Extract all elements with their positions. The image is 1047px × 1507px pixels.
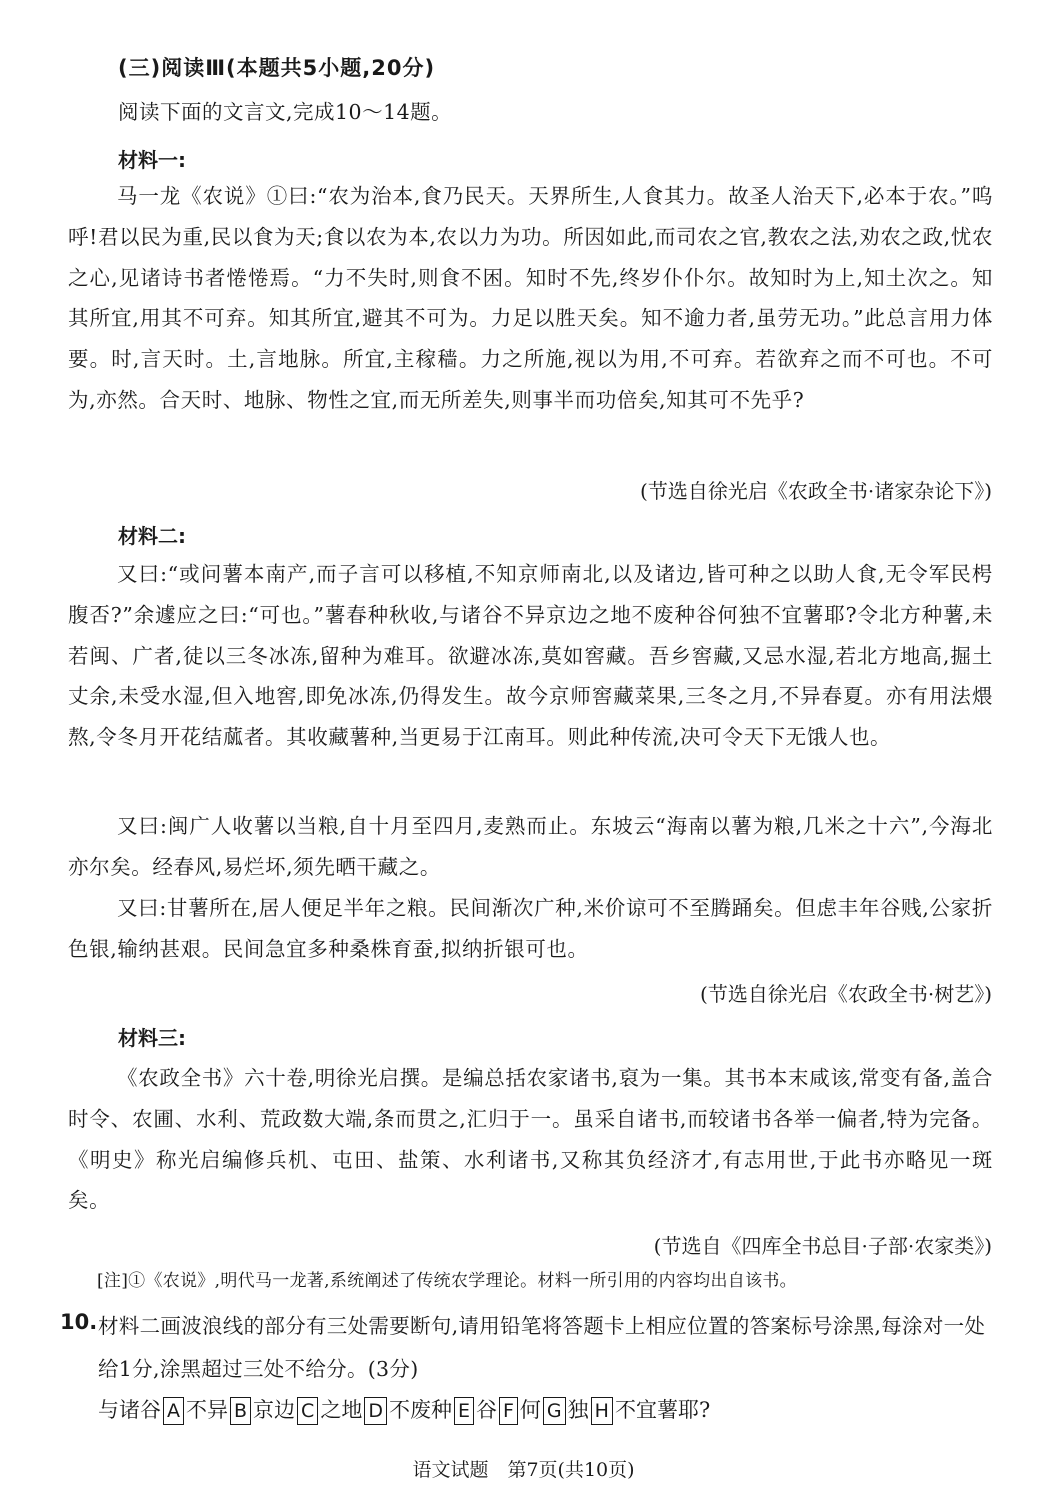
material3-label: 材料三: — [118, 1026, 186, 1050]
option-segment: 独 — [567, 1398, 589, 1422]
material1-label: 材料一: — [118, 148, 186, 172]
option-segment: 之地 — [320, 1398, 363, 1422]
option-segment: 不异 — [186, 1398, 228, 1422]
footnote: [注]①《农说》,明代马一龙著,系统阐述了传统农学理论。材料一所引用的内容均出自该书。 — [97, 1271, 797, 1291]
question-text: 材料二画波浪线的部分有三处需要断句,请用铅笔将答题卡上相应位置的答案标号涂黑,每涂对一处给1分,涂黑超过三处不给分。(3分) — [98, 1314, 986, 1381]
option-segment: 不废种 — [388, 1398, 452, 1422]
section-instruction: 阅读下面的文言文,完成10～14题。 — [118, 100, 453, 124]
option-segment: 谷 — [475, 1398, 497, 1422]
option-box-d[interactable]: D — [364, 1397, 387, 1425]
section-heading: (三)阅读Ⅲ(本题共5小题,20分) — [118, 56, 436, 80]
option-segment: 何 — [519, 1398, 541, 1422]
option-segment: 与诸谷 — [98, 1398, 161, 1422]
answer-options — [98, 1390, 710, 1430]
material2-source: (节选自徐光启《农政全书·树艺》) — [700, 982, 992, 1006]
option-box-e[interactable]: E — [454, 1397, 474, 1425]
option-box-g[interactable]: G — [543, 1397, 566, 1425]
option-segment: 不宜薯耶? — [614, 1398, 711, 1422]
option-box-h[interactable]: H — [591, 1397, 613, 1425]
option-box-a[interactable]: A — [163, 1397, 184, 1425]
material3-text: 《农政全书》六十卷,明徐光启撰。是编总括农家诸书,裒为一集。其书本末咸该,常变有备,盖合时令、农圃、水利、荒政数大端,条而贯之,汇归于一。虽采自诸书,而较诸书各举一偏者,特为完备。《明史》称光启编修兵机、屯田、盐策、水利诸书,又称其负经济才,有志用世,于此书亦略见一斑矣。 — [68, 1066, 993, 1213]
material1-source: (节选自徐光启《农政全书·诸家杂论下》) — [640, 479, 992, 503]
page-footer: 语文试题 第7页(共10页) — [412, 1459, 635, 1481]
material2-para1: 又曰:“或问薯本南产,而子言可以移植,不知京师南北,以及诸边,皆可种之以助人食,无令军民枵腹否?”余遽应之曰:“可也。”薯春种秋收,与诸谷不异京边之地不废种谷何独不宜薯耶?令北方种薯,未若闽、广者,徒以三冬冰冻,留种为难耳。欲避冰冻,莫如窖藏。吾乡窖藏,又忌水湿,若北方地高,掘土丈余,未受水湿,但入地窖,即免冰冻,仍得发生。故今京师窖藏菜果,三冬之月,不异春夏。亦有用法煨熬,令冬月开花结蓏者。其收藏薯种,当更易于江南耳。则此种传流,决可令天下无饿人也。 — [68, 562, 993, 750]
material2-para2: 又曰:闽广人收薯以当粮,自十月至四月,麦熟而止。东坡云“海南以薯为粮,几米之十六”,今海北亦尔矣。经春风,易烂坏,须先晒干藏之。 — [68, 814, 993, 879]
option-segment: 京边 — [253, 1398, 296, 1422]
material2-para3: 又曰:甘薯所在,居人便足半年之粮。民间渐次广种,米价谅可不至腾踊矣。但虑丰年谷贱,公家折色银,输纳甚艰。民间急宜多种桑株育蚕,拟纳折银可也。 — [68, 896, 993, 961]
material2-label: 材料二: — [118, 524, 186, 548]
material1-text: 马一龙《农说》①曰:“农为治本,食乃民天。天界所生,人食其力。故圣人治天下,必本于农。”呜呼!君以民为重,民以食为天;食以农为本,农以力为功。所因如此,而司农之官,教农之法,劝农之政,忧农之心,见诸诗书者惓惓焉。“力不失时,则食不困。知时不先,终岁仆仆尔。故知时为上,知土次之。知其所宜,用其不可弃。知其所宜,避其不可为。力足以胜天矣。知不逾力者,虽劳无功。”此总言用力体要。时,言天时。土,言地脉。所宜,主稼穑。力之所施,视以为用,不可弃。若欲弃之而不可也。不可为,亦然。合天时、地脉、物性之宜,而无所差失,则事半而功倍矣,知其可不先乎? — [68, 184, 993, 412]
option-box-c[interactable]: C — [297, 1397, 318, 1425]
option-box-f[interactable]: F — [499, 1397, 518, 1425]
material3-source: (节选自《四库全书总目·子部·农家类》) — [653, 1234, 992, 1258]
option-box-b[interactable]: B — [230, 1397, 251, 1425]
question-number: 10. — [60, 1310, 98, 1334]
